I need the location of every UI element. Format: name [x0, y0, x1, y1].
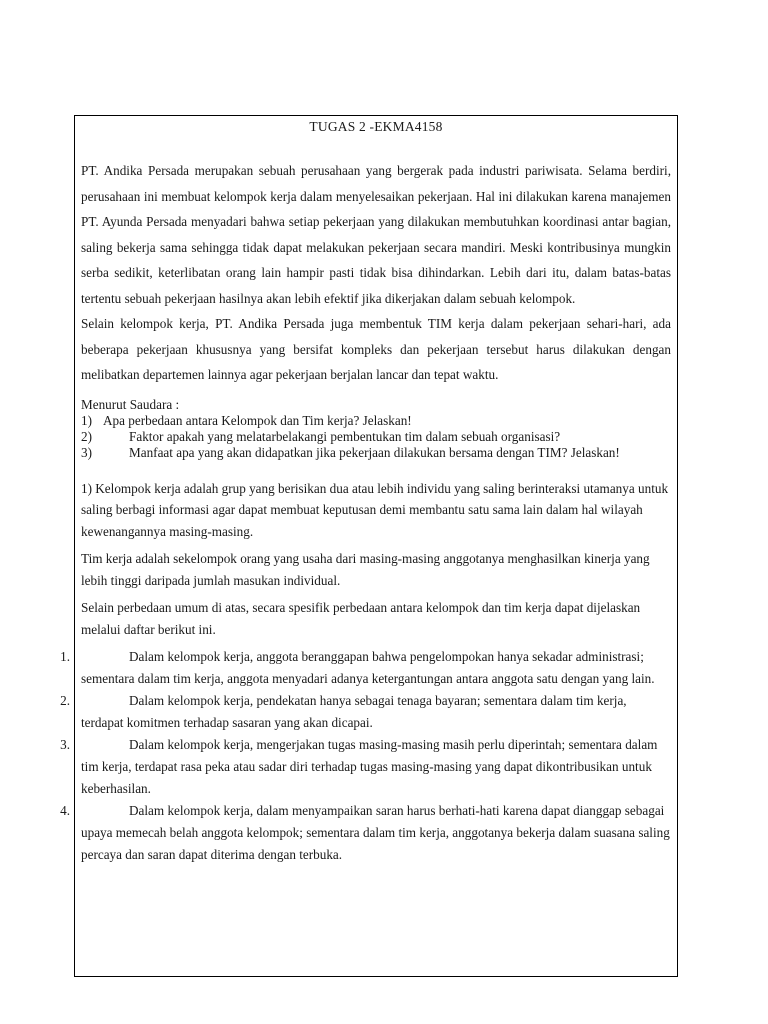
question-text: Apa perbedaan antara Kelompok dan Tim kerja? Jelaskan!	[103, 412, 412, 428]
case-paragraph-2: Selain kelompok kerja, PT. Andika Persada juga membentuk TIM kerja dalam pekerjaan sehari-hari, ada beberapa pekerjaan khususnya yang bersifat kompleks dan pekerjaan tersebut harus dilakukan dengan melibatkan departemen lainnya agar pekerjaan berjalan lancar dan tepat waktu.	[81, 316, 671, 382]
list-item	[60, 690, 671, 734]
list-item	[60, 800, 671, 866]
case-paragraph-1: PT. Andika Persada merupakan sebuah perusahaan yang bergerak pada industri pariwisata. Selama berdiri, perusahaan ini membuat kelompok kerja dalam menyelesaikan pekerjaan. Hal ini dilakukan karena manajemen PT. Ayunda Persada menyadari bahwa setiap pekerjaan yang dilakukan membutuhkan koordinasi antar bagian, saling bekerja sama sehingga tidak dapat melakukan pekerjaan secara mandiri. Meski kontribusinya mungkin serba sedikit, keterlibatan orang lain hampir pasti tidak bisa dihindarkan. Lebih dari itu, dalam batas-batas tertentu sebuah pekerjaan hasilnya akan lebih efektif jika dikerjakan dalam sebuah kelompok.	[81, 163, 671, 306]
question-item	[81, 445, 671, 461]
answer-paragraph-2: Tim kerja adalah sekelompok orang yang usaha dari masing-masing anggotanya menghasilkan kinerja yang lebih tinggi daripada jumlah masukan individual.	[81, 551, 650, 588]
question-item	[81, 413, 671, 429]
document-title: TUGAS 2 -EKMA4158	[309, 119, 443, 134]
list-item-number: 3.	[60, 737, 70, 752]
question-text: Faktor apakah yang melatarbelakangi pembentukan tim dalam sebuah organisasi?	[129, 428, 561, 444]
question-number: 2)	[81, 428, 92, 444]
questions-intro: Menurut Saudara :	[81, 396, 180, 412]
difference-list	[60, 646, 671, 866]
list-item-text: Dalam kelompok kerja, pendekatan hanya sebagai tenaga bayaran; sementara dalam tim kerja, terdapat komitmen terhadap sasaran yang akan dicapai.	[81, 693, 627, 730]
question-number: 1)	[81, 412, 92, 428]
answer-paragraph-1: 1) Kelompok kerja adalah grup yang berisikan dua atau lebih individu yang saling berinteraksi utamanya untuk saling berbagi informasi agar dapat membuat keputusan demi membantu satu sama lain dalam hal wilayah kewenangannya masing-masing.	[81, 480, 669, 539]
list-item	[60, 734, 671, 800]
list-item-text: Dalam kelompok kerja, dalam menyampaikan saran harus berhati-hati karena dapat dianggap sebagai upaya memecah belah anggota kelompok; sementara dalam tim kerja, anggotanya bekerja dalam suasana saling percaya dan saran dapat diterima dengan terbuka.	[81, 803, 670, 862]
answer-paragraph-3: Selain perbedaan umum di atas, secara spesifik perbedaan antara kelompok dan tim kerja dapat dijelaskan melalui daftar berikut ini.	[81, 600, 641, 637]
question-item	[81, 429, 671, 445]
list-item-text: Dalam kelompok kerja, anggota beranggapan bahwa pengelompokan hanya sekadar administrasi; sementara dalam tim kerja, anggota menyadari adanya ketergantungan antara anggota satu dengan yang lain.	[81, 649, 655, 686]
document-frame	[60, 115, 678, 977]
list-item-number: 2.	[60, 693, 70, 708]
list-item-number: 1.	[60, 649, 70, 664]
list-item-text: Dalam kelompok kerja, mengerjakan tugas masing-masing masih perlu diperintah; sementara dalam tim kerja, terdapat rasa peka atau sadar diri terhadap tugas masing-masing yang dapat dikontribusikan untuk keberhasilan.	[81, 737, 658, 796]
document-content	[60, 158, 671, 866]
question-text: Manfaat apa yang akan didapatkan jika pekerjaan dilakukan bersama dengan TIM? Jelaskan!	[129, 444, 620, 460]
question-number: 3)	[81, 444, 92, 460]
list-item	[60, 646, 671, 690]
list-item-number: 4.	[60, 803, 70, 818]
